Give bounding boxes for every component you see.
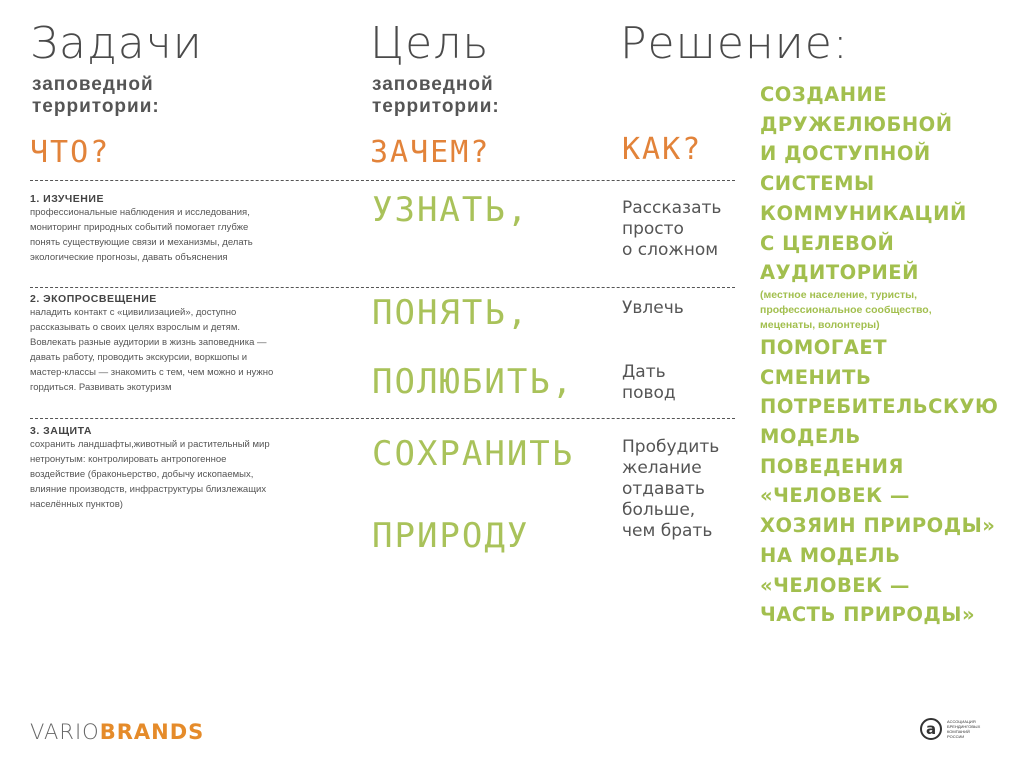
how-tell	[622, 198, 721, 261]
association-icon: a	[920, 718, 942, 740]
association-text-line: АССОЦИАЦИЯ	[947, 719, 976, 724]
section-line: наладить контакт с «цивилизацией», доступно	[30, 307, 237, 318]
verb-nature: ПРИРОДУ	[372, 516, 530, 556]
how-line: Рассказать	[622, 198, 722, 218]
tasks-subtitle-line1: заповедной	[32, 74, 154, 95]
solution-question: КАК?	[622, 132, 703, 167]
how-awaken	[622, 437, 719, 542]
solution-line: АУДИТОРИЕЙ	[760, 261, 919, 285]
verb-preserve: СОХРАНИТЬ	[372, 434, 575, 474]
how-line: отдавать	[622, 479, 705, 499]
goal-question: ЗАЧЕМ?	[370, 135, 491, 170]
section-line: экологические прогнозы, давать объяснения	[30, 252, 228, 263]
section-line: воздействие (браконьерство, добычу ископаемых,	[30, 469, 254, 480]
how-reason	[622, 362, 676, 404]
how-line: повод	[622, 383, 676, 403]
section-line: гордиться. Развивать экотуризм	[30, 382, 172, 393]
goal-subtitle-line2: территории:	[372, 96, 500, 117]
section-line: мониторинг природных событий помогает глубже	[30, 222, 249, 233]
solution-line: СМЕНИТЬ	[760, 365, 872, 389]
section-title: 1. ИЗУЧЕНИЕ	[30, 193, 104, 205]
solution-title: Решение:	[620, 18, 849, 69]
section-title: 2. ЭКОПРОСВЕЩЕНИЕ	[30, 293, 157, 305]
solution-note	[760, 288, 1020, 333]
how-line: о сложном	[622, 240, 719, 260]
solution-line: КОММУНИКАЦИЙ	[760, 201, 967, 225]
solution-line: «ЧЕЛОВЕК —	[760, 573, 910, 597]
solution-text	[760, 80, 1020, 630]
section-title: 3. ЗАЩИТА	[30, 425, 92, 437]
solution-line: ПОВЕДЕНИЯ	[760, 454, 904, 478]
solution-line: ПОТРЕБИТЕЛЬСКУЮ	[760, 395, 999, 419]
association-text-line: КОМПАНИЙ	[947, 729, 970, 734]
section-body	[30, 205, 350, 265]
solution-line: НА МОДЕЛЬ	[760, 543, 901, 567]
section-line: рассказывать о своих целях взрослым и детям.	[30, 322, 240, 333]
goal-subtitle-line1: заповедной	[372, 74, 494, 95]
solution-note-line: меценаты, волонтеры)	[760, 318, 880, 331]
section-study	[30, 193, 350, 265]
solution-line: ДРУЖЕЛЮБНОЙ	[760, 112, 953, 136]
association-text-line: БРЕНДИНГОВЫХ	[947, 724, 981, 729]
tasks-question: ЧТО?	[30, 135, 111, 170]
solution-note-line: (местное население, туристы,	[760, 288, 918, 301]
section-line: населённых пунктов)	[30, 499, 123, 510]
section-body	[30, 437, 350, 512]
association-text	[947, 719, 987, 739]
how-line: желание	[622, 458, 702, 478]
how-line: чем брать	[622, 521, 713, 541]
solution-line: «ЧЕЛОВЕК —	[760, 484, 910, 508]
section-line: профессиональные наблюдения и исследования,	[30, 207, 250, 218]
verb-learn: УЗНАТЬ,	[372, 190, 530, 230]
section-body	[30, 305, 350, 395]
solution-line: ЧАСТЬ ПРИРОДЫ»	[760, 603, 976, 627]
tasks-subtitle	[32, 74, 160, 118]
solution-line: СОЗДАНИЕ	[760, 83, 888, 106]
solution-line: С ЦЕЛЕВОЙ	[760, 231, 895, 255]
solution-note-line: профессиональное сообщество,	[760, 303, 932, 316]
section-line: сохранить ландшафты,животный и растительный мир	[30, 439, 270, 450]
how-line: Увлечь	[622, 298, 684, 318]
solution-line: ПОМОГАЕТ	[760, 335, 888, 359]
verb-love: ПОЛЮБИТЬ,	[372, 362, 575, 402]
verb-understand: ПОНЯТЬ,	[372, 293, 530, 333]
goal-title: Цель	[370, 18, 490, 69]
how-engage	[622, 298, 684, 319]
solution-line: И ДОСТУПНОЙ	[760, 142, 931, 166]
solution-line: СИСТЕМЫ	[760, 172, 875, 196]
logo-vario-text: VARIO	[30, 720, 100, 744]
section-protection	[30, 425, 350, 512]
tasks-subtitle-line2: территории:	[32, 96, 160, 117]
section-line: мастер-классы — знакомить с тем, чем можно и нужно	[30, 367, 274, 378]
section-education	[30, 293, 350, 395]
divider-1	[30, 287, 735, 288]
association-text-line: РОССИИ	[947, 734, 965, 739]
how-line: больше,	[622, 500, 696, 520]
solution-line: МОДЕЛЬ	[760, 425, 861, 449]
logo-brands-text: BRANDS	[99, 720, 205, 744]
goal-subtitle	[372, 74, 500, 118]
section-line: нетронутым: контролировать антропогенное	[30, 454, 227, 465]
how-line: просто	[622, 219, 684, 239]
divider-top	[30, 180, 735, 181]
solution-part1	[760, 80, 1020, 288]
how-line: Дать	[622, 362, 666, 382]
section-line: понять существующие связи и механизмы, делать	[30, 237, 253, 248]
section-line: давать работу, проводить экскурсии, воркшопы и	[30, 352, 248, 363]
section-line: Вовлекать разные аудитории в жизнь заповедника —	[30, 337, 267, 348]
how-line: Пробудить	[622, 437, 720, 457]
solution-line: ХОЗЯИН ПРИРОДЫ»	[760, 514, 996, 538]
divider-2	[30, 418, 735, 419]
solution-part2	[760, 333, 1020, 630]
variobrands-logo	[30, 720, 204, 744]
section-line: влияние производств, инфраструктуры близлежащих	[30, 484, 267, 495]
association-logo	[920, 718, 987, 740]
tasks-title: Задачи	[30, 18, 203, 69]
